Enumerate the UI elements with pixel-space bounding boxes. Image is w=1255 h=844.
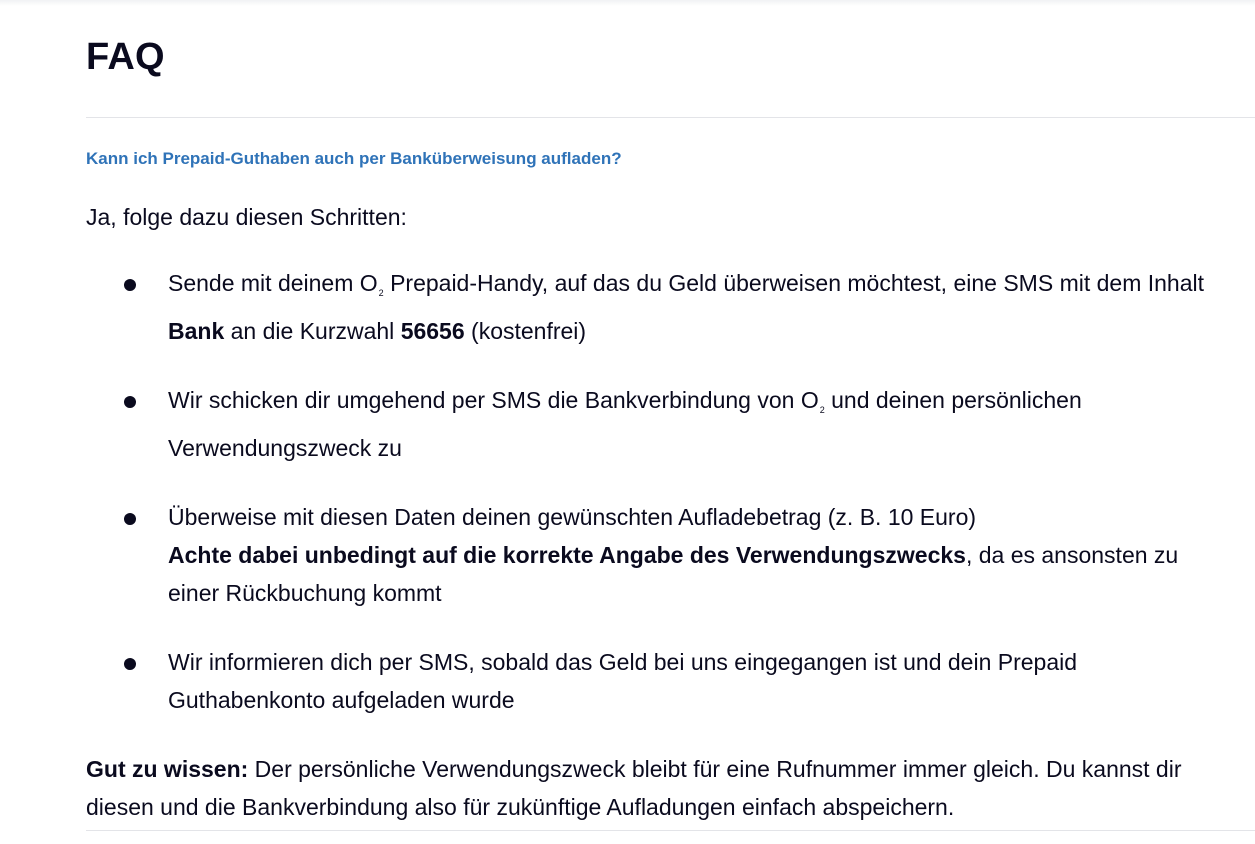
- top-shadow: [0, 0, 1255, 6]
- good-to-know-note: [86, 750, 1206, 826]
- o2-subscript: 2: [819, 405, 825, 415]
- note-text: Der persönliche Verwendungszweck bleibt für eine Rufnummer immer gleich. Du kannst dir diesen und die Bankverbindung also für zukünftige Aufladungen einfach abspeichern.: [86, 756, 1182, 820]
- step-text-part: an die Kurzwahl: [224, 318, 401, 344]
- step-text: Wir informieren dich per SMS, sobald das Geld bei uns eingegangen ist und dein Prepaid Guthabenkonto aufgeladen wurde: [168, 649, 1078, 713]
- sms-keyword: Bank: [168, 318, 225, 344]
- faq-divider-bottom: [86, 830, 1255, 831]
- step-text: [168, 381, 1206, 467]
- faq-divider-top: [86, 117, 1255, 118]
- steps-list: [86, 264, 1206, 719]
- step-text: [168, 498, 1206, 612]
- step-text-part: (kostenfrei): [464, 318, 587, 344]
- short-code: 56656: [400, 318, 465, 344]
- important-hint: Achte dabei unbedingt auf die korrekte Angabe des Verwendungszwecks: [168, 542, 966, 568]
- step-text-part: Prepaid-Handy, auf das du Geld überweisen möchtest, eine SMS mit dem Inhalt: [383, 270, 1205, 296]
- list-item: [86, 381, 1206, 467]
- bullet-icon: [124, 658, 136, 670]
- o2-subscript: 2: [378, 288, 384, 298]
- step-text-part: und deinen persönlichen Verwendungszweck zu: [168, 387, 1082, 461]
- bullet-icon: [124, 279, 136, 291]
- step-text-part: , da es ansonsten zu einer Rückbuchung kommt: [168, 542, 1179, 606]
- answer-intro: Ja, folge dazu diesen Schritten:: [86, 204, 407, 230]
- step-text-line: Überweise mit diesen Daten deinen gewünschten Aufladebetrag (z. B. 10 Euro): [168, 504, 977, 530]
- faq-question[interactable]: Kann ich Prepaid-Guthaben auch per Banküberweisung aufladen?: [86, 149, 622, 168]
- step-text-part: Sende mit deinem O: [168, 270, 378, 296]
- step-text: [168, 264, 1206, 350]
- faq-answer: [86, 198, 1206, 826]
- list-item: [86, 643, 1206, 719]
- step-text-part: Wir schicken dir umgehend per SMS die Bankverbindung von O: [168, 387, 819, 413]
- faq-item: [86, 148, 1206, 826]
- page-title: FAQ: [86, 36, 165, 78]
- bullet-icon: [124, 396, 136, 408]
- bullet-icon: [124, 513, 136, 525]
- list-item: [86, 264, 1206, 350]
- note-label: Gut zu wissen:: [86, 756, 249, 782]
- list-item: [86, 498, 1206, 612]
